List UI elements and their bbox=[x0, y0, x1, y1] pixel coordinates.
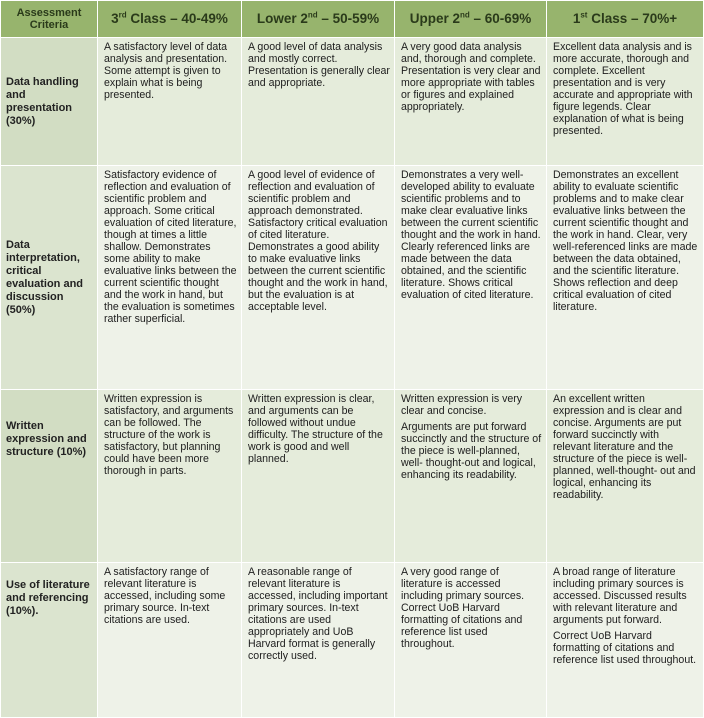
cell-data-interpretation-third: Satisfactory evidence of reflection and evaluation of scientific problem and approach. Some critical evaluation of cited literature, though at times a little shallow. Demonstrates some ability to make evaluative links between the current scientific thought and the work in hand, but the evaluation is sometimes rather superficial. bbox=[98, 166, 242, 390]
cell-data-interpretation-lower-second: A good level of evidence of reflection and evaluation of scientific problem and approach demonstrated. Satisfactory critical evaluation of cited literature. Demonstrates a good ability to make evaluative links between the current scientific thought and the work in hand, but the evaluation is at acceptable level. bbox=[242, 166, 395, 390]
cell-written-expression-third: Written expression is satisfactory, and arguments can be followed. The structure of the work is satisfactory, but planning could have been more thorough in parts. bbox=[98, 390, 242, 563]
row-data-handling bbox=[1, 38, 704, 166]
header-assessment-criteria: Assessment Criteria bbox=[1, 1, 98, 38]
cell-literature-upper-second: A very good range of literature is accessed including primary sources. Correct UoB Harvard formatting of citations and reference list used throughout. bbox=[395, 563, 547, 718]
cell-literature-lower-second: A reasonable range of relevant literature is accessed, including important primary sources. In-text citations are used appropriately and UoB Harvard format is generally correctly used. bbox=[242, 563, 395, 718]
header-first-class: 1st Class – 70%+ bbox=[547, 1, 704, 38]
criterion-data-handling: Data handling and presentation (30%) bbox=[1, 38, 98, 166]
row-literature-referencing bbox=[1, 563, 704, 718]
cell-written-expression-lower-second: Written expression is clear, and arguments can be followed without undue difficulty. The structure of the work is good and well planned. bbox=[242, 390, 395, 563]
criterion-literature-referencing: Use of literature and referencing (10%). bbox=[1, 563, 98, 718]
header-lower-second: Lower 2nd – 50-59% bbox=[242, 1, 395, 38]
cell-written-expression-first: An excellent written expression and is clear and concise. Arguments are put forward succinctly with relevant literature and the structure of the piece is well-planned, well-thought- out and logical, enhancing its readability. bbox=[547, 390, 704, 563]
criterion-data-interpretation: Data interpretation, critical evaluation and discussion (50%) bbox=[1, 166, 98, 390]
header-upper-second: Upper 2nd – 60-69% bbox=[395, 1, 547, 38]
cell-data-interpretation-first: Demonstrates an excellent ability to evaluate scientific problems and to make clear evaluative links between the current scientific thought and the work in hand. Clear, very well-referenced links are made between the data obtained, and the scientific literature. Shows reflection and deep critical evaluation of cited literature. bbox=[547, 166, 704, 390]
cell-data-handling-lower-second: A good level of data analysis and mostly correct. Presentation is generally clear and appropriate. bbox=[242, 38, 395, 166]
criterion-written-expression: Written expression and structure (10%) bbox=[1, 390, 98, 563]
cell-data-handling-first: Excellent data analysis and is more accurate, thorough and complete. Excellent presentation and is very accurate and appropriate with figure legends. Clear explanation of what is being presented. bbox=[547, 38, 704, 166]
header-third-class: 3rd Class – 40-49% bbox=[98, 1, 242, 38]
cell-literature-third: A satisfactory range of relevant literature is accessed, including some primary source. In-text citations are used. bbox=[98, 563, 242, 718]
cell-written-expression-upper-second: Written expression is very clear and concise. Arguments are put forward succinctly and the structure of the piece is well-planned, well- thought-out and logical, enhancing its readability. bbox=[395, 390, 547, 563]
cell-literature-first: A broad range of literature including primary sources is accessed. Discussed results with relevant literature and arguments put forward. Correct UoB Harvard formatting of citations and reference list used throughout. bbox=[547, 563, 704, 718]
cell-data-interpretation-upper-second: Demonstrates a very well- developed ability to evaluate scientific problems and to make clear evaluative links between the current scientific thought and the work in hand. Clearly referenced links are made between the data obtained, and the scientific literature. Shows critical evaluation of cited literature. bbox=[395, 166, 547, 390]
row-written-expression bbox=[1, 390, 704, 563]
row-data-interpretation bbox=[1, 166, 704, 390]
cell-data-handling-third: A satisfactory level of data analysis and presentation. Some attempt is given to explain what is being presented. bbox=[98, 38, 242, 166]
header-row bbox=[1, 1, 704, 38]
cell-data-handling-upper-second: A very good data analysis and, thorough and complete. Presentation is very clear and more appropriate with tables or figures and explained appropriately. bbox=[395, 38, 547, 166]
